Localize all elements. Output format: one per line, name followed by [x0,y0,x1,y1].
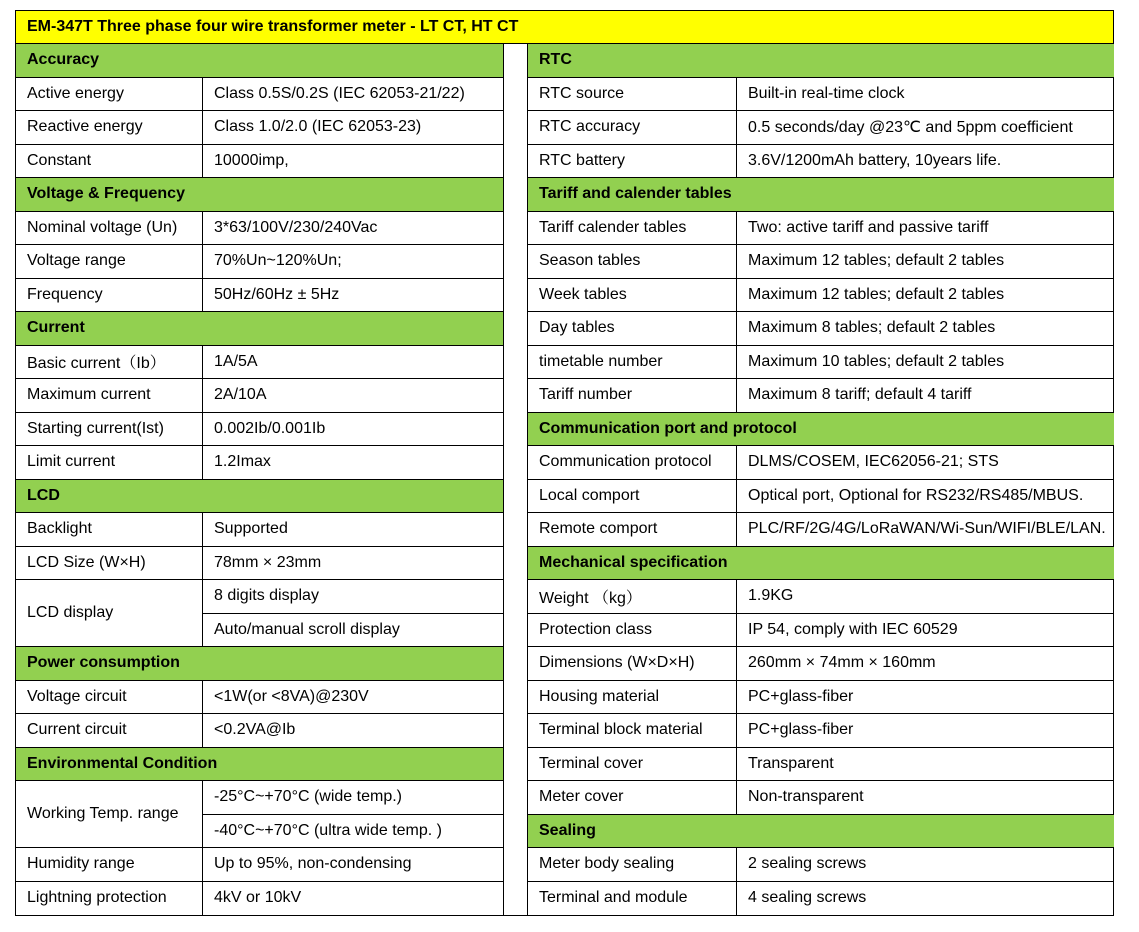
spec-row [528,312,1114,346]
spec-label: Local comport [528,480,737,513]
spec-value: 50Hz/60Hz ± 5Hz [214,285,340,303]
spec-value: 78mm × 23mm [214,553,322,571]
spec-label: Week tables [528,279,737,312]
spec-label: Meter cover [528,781,737,814]
spec-label: Protection class [528,614,737,647]
spec-label: Active energy [16,78,203,111]
spec-row [528,848,1114,882]
spec-value: 8 digits display [203,580,503,614]
spec-value: Maximum 8 tariff; default 4 tariff [748,386,972,404]
spec-value: Up to 95%, non-condensing [214,855,412,873]
spec-value: 2 sealing screws [748,855,867,873]
spec-value: Supported [214,520,288,538]
spec-row [16,513,503,547]
spec-value: <1W(or <8VA)@230V [214,687,369,705]
spec-row [16,848,503,882]
spec-row [528,781,1114,815]
spec-row [528,513,1114,547]
spec-label: Terminal block material [528,714,737,747]
spec-row [528,714,1114,748]
spec-row [528,145,1114,179]
spec-value: PC+glass-fiber [748,721,854,739]
spec-label: Terminal and module [528,882,737,916]
section-header-communication-port-and-protocol: Communication port and protocol [528,413,1114,447]
spec-label: LCD Size (W×H) [16,547,203,580]
spec-value: 2A/10A [214,386,267,404]
spec-value: PLC/RF/2G/4G/LoRaWAN/Wi-Sun/WIFI/BLE/LAN. [748,520,1106,538]
spec-label: Starting current(Ist) [16,413,203,446]
spec-value: 3.6V/1200mAh battery, 10years life. [748,151,1002,169]
section-header-voltage-frequency: Voltage & Frequency [16,178,503,212]
left-spec-column [16,44,504,915]
spec-label: Working Temp. range [16,781,203,847]
page-title: EM-347T Three phase four wire transformer meter - LT CT, HT CT [16,11,1113,44]
spec-label: Current circuit [16,714,203,747]
spec-label: Humidity range [16,848,203,881]
spec-row [16,547,503,581]
spec-label: LCD display [16,580,203,646]
spec-value: IP 54, comply with IEC 60529 [748,620,958,638]
spec-value: 4kV or 10kV [214,889,302,907]
spec-sheet [15,10,1114,916]
spec-row [16,379,503,413]
section-header-rtc: RTC [528,44,1114,78]
spec-label: Tariff calender tables [528,212,737,245]
spec-value: Auto/manual scroll display [214,621,400,639]
spec-value: 70%Un~120%Un; [214,252,342,270]
spec-label: Terminal cover [528,748,737,781]
spec-row [528,681,1114,715]
spec-row [16,212,503,246]
spec-label: Housing material [528,681,737,714]
spec-label: RTC battery [528,145,737,178]
spec-row [528,279,1114,313]
spec-label: Dimensions (W×D×H) [528,647,737,680]
spec-label: RTC source [528,78,737,111]
section-header-environmental-condition: Environmental Condition [16,748,503,782]
spec-label: timetable number [528,346,737,379]
section-header-tariff-and-calender-tables: Tariff and calender tables [528,178,1114,212]
spec-label: Basic current（Ib） [16,346,203,379]
spec-row [16,781,503,848]
spec-label: Voltage range [16,245,203,278]
spec-label: Frequency [16,279,203,312]
spec-value: Class 0.5S/0.2S (IEC 62053-21/22) [214,84,465,102]
spec-row [528,379,1114,413]
spec-value: Non-transparent [748,788,864,806]
spec-row [16,580,503,647]
spec-row [528,78,1114,112]
spec-row [528,245,1114,279]
spec-row [16,346,503,380]
spec-row [16,111,503,145]
spec-value: Two: active tariff and passive tariff [748,218,989,236]
right-spec-column [527,44,1114,915]
spec-row [528,882,1114,916]
spec-value: -40°C~+70°C (ultra wide temp. ) [214,822,442,840]
spec-value: 10000imp, [214,151,289,169]
spec-row [528,480,1114,514]
spec-label: Remote comport [528,513,737,546]
spec-label: Limit current [16,446,203,479]
spec-value: PC+glass-fiber [748,687,854,705]
spec-label: Nominal voltage (Un) [16,212,203,245]
spec-row [16,446,503,480]
section-header-sealing: Sealing [528,815,1114,849]
spec-value: 3*63/100V/230/240Vac [214,218,378,236]
spec-label: Meter body sealing [528,848,737,881]
spec-row [16,714,503,748]
spec-row [16,279,503,313]
spec-value: 260mm × 74mm × 160mm [748,654,936,672]
section-header-mechanical-specification: Mechanical specification [528,547,1114,581]
spec-row [528,346,1114,380]
spec-row [528,446,1114,480]
spec-value: Maximum 8 tables; default 2 tables [748,319,996,337]
spec-value-cell [203,580,503,646]
spec-value: 1.9KG [748,587,794,605]
spec-row [16,145,503,179]
spec-label: Maximum current [16,379,203,412]
spec-label: Day tables [528,312,737,345]
spec-value: Built-in real-time clock [748,84,905,102]
spec-row [528,647,1114,681]
spec-row [528,580,1114,614]
spec-row [528,614,1114,648]
spec-row [528,212,1114,246]
spec-label: Weight （kg） [528,580,737,613]
spec-row [16,245,503,279]
spec-value: 0.002Ib/0.001Ib [214,419,326,437]
spec-row [16,413,503,447]
spec-value: Class 1.0/2.0 (IEC 62053-23) [214,118,422,136]
spec-label: RTC accuracy [528,111,737,144]
spec-label: Backlight [16,513,203,546]
spec-label: Constant [16,145,203,178]
spec-value: -25°C~+70°C (wide temp.) [203,781,503,815]
spec-value: Maximum 12 tables; default 2 tables [748,285,1005,303]
spec-value: 1A/5A [214,352,258,370]
spec-value: <0.2VA@Ib [214,721,296,739]
spec-value: Maximum 10 tables; default 2 tables [748,352,1005,370]
spec-value: Transparent [748,754,834,772]
section-header-power-consumption: Power consumption [16,647,503,681]
spec-label: Voltage circuit [16,681,203,714]
spec-label: Season tables [528,245,737,278]
spec-label: Reactive energy [16,111,203,144]
spec-value: Optical port, Optional for RS232/RS485/MBUS. [748,486,1084,504]
spec-label: Tariff number [528,379,737,412]
section-header-accuracy: Accuracy [16,44,503,78]
spec-value-cell [203,781,503,847]
spec-row [16,78,503,112]
spec-value: Maximum 12 tables; default 2 tables [748,252,1005,270]
spec-row [16,882,503,916]
section-header-lcd: LCD [16,480,503,514]
section-header-current: Current [16,312,503,346]
spec-value: DLMS/COSEM, IEC62056-21; STS [748,453,999,471]
spec-value: 0.5 seconds/day @23℃ and 5ppm coefficient [748,119,1073,137]
spec-value: 4 sealing screws [748,889,867,907]
spec-value: 1.2Imax [214,453,271,471]
spec-row [528,111,1114,145]
spec-label: Communication protocol [528,446,737,479]
spec-row [16,681,503,715]
spec-row [528,748,1114,782]
spec-label: Lightning protection [16,882,203,916]
